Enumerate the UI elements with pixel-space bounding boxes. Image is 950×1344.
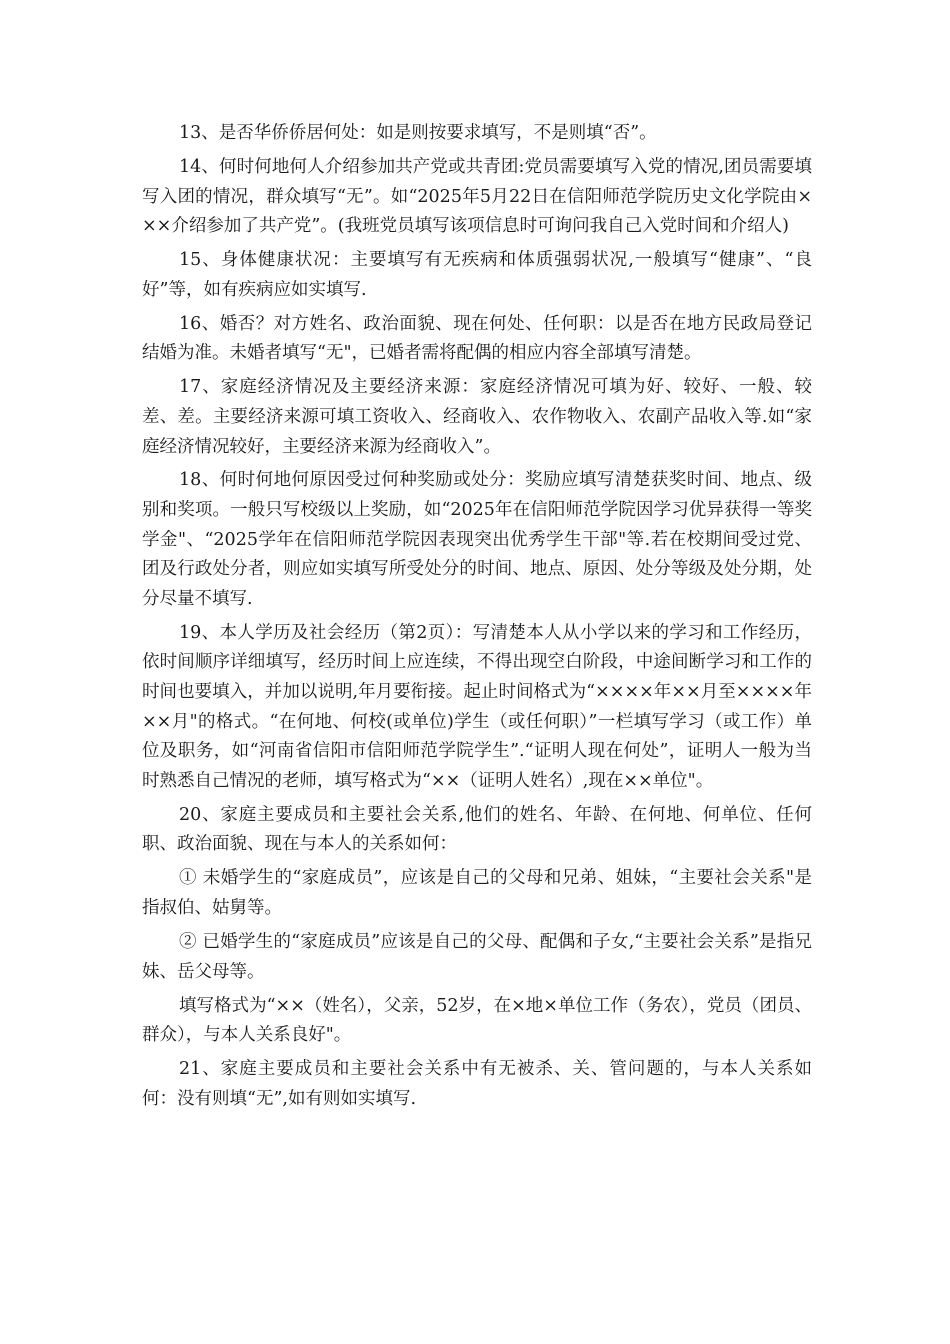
paragraph-13: 13、是否华侨侨居何处：如是则按要求填写，不是则填“否”。: [179, 123, 657, 143]
paragraph-16: 16、婚否？对方姓名、政治面貌、现在何处、任何职：以是否在地方民政局登记结婚为准。未婚者填写“无"，已婚者需将配偶的相应内容全部填写清楚。: [142, 313, 812, 364]
document-body: [142, 119, 812, 1119]
paragraph-15: 15、身体健康状况：主要填写有无疾病和体质强弱状况,一般填写“健康”、“良好”等，如有疾病应如实填写.: [142, 250, 812, 300]
paragraph-14: 14、何时何地何人介绍参加共产党或共青团:党员需要填写入党的情况,团员需要填写入团的情况，群众填写“无”。如“2025年5月22日在信阳师范学院历史文化学院由×××介绍参加了共产党”。(我班党员填写该项信息时可询问我自己入党时间和介绍人): [142, 156, 812, 237]
paragraph-17: 17、家庭经济情况及主要经济来源：家庭经济情况可填为好、较好、一般、较差、差。主要经济来源可填工资收入、经商收入、农作物收入、农副产品收入等.如“家庭经济情况较好，主要经济来源为经商收入”。: [142, 377, 812, 457]
paragraph-21: 21、家庭主要成员和主要社会关系中有无被杀、关、管问题的，与本人关系如何：没有则填“无”,如有则如实填写.: [142, 1059, 812, 1109]
paragraph-20-item-1: ① 未婚学生的“家庭成员”，应该是自己的父母和兄弟、姐妹，“主要社会关系"是指叔伯、姑舅等。: [142, 868, 812, 918]
paragraph-20: 20、家庭主要成员和主要社会关系,他们的姓名、年龄、在何地、何单位、任何职、政治面貌、现在与本人的关系如何：: [142, 804, 812, 855]
paragraph-20-format: 填写格式为“××（姓名），父亲，52岁，在×地×单位工作（务农），党员（团员、群众），与本人关系良好"。: [142, 995, 812, 1046]
paragraph-19: 19、本人学历及社会经历（第2页）：写清楚本人从小学以来的学习和工作经历，依时间顺序详细填写，经历时间上应连续，不得出现空白阶段，中途间断学习和工作的时间也要填入，并加以说明,年月要衔接。起止时间格式为“××××年××月至××××年××月"的格式。“在何地、何校(或单位)学生（或任何职）”一栏填写学习（或工作）单位及职务，如“河南省信阳市信阳师范学院学生”.“证明人现在何处”，证明人一般为当时熟悉自己情况的老师，填写格式为“××（证明人姓名）,现在××单位"。: [142, 622, 812, 791]
paragraph-18: 18、何时何地何原因受过何种奖励或处分：奖励应填写清楚获奖时间、地点、级别和奖项。一般只写校级以上奖励，如“2025年在信阳师范学院因学习优异获得一等奖学金"、“2025学年在信阳师范学院因表现突出优秀学生干部"等.若在校期间受过党、团及行政处分者，则应如实填写所受处分的时间、地点、原因、处分等级及处分期，处分尽量不填写.: [142, 470, 812, 609]
paragraph-20-item-2: ② 已婚学生的“家庭成员”应该是自己的父母、配偶和子女,“主要社会关系”是指兄妹、岳父母等。: [142, 931, 812, 982]
